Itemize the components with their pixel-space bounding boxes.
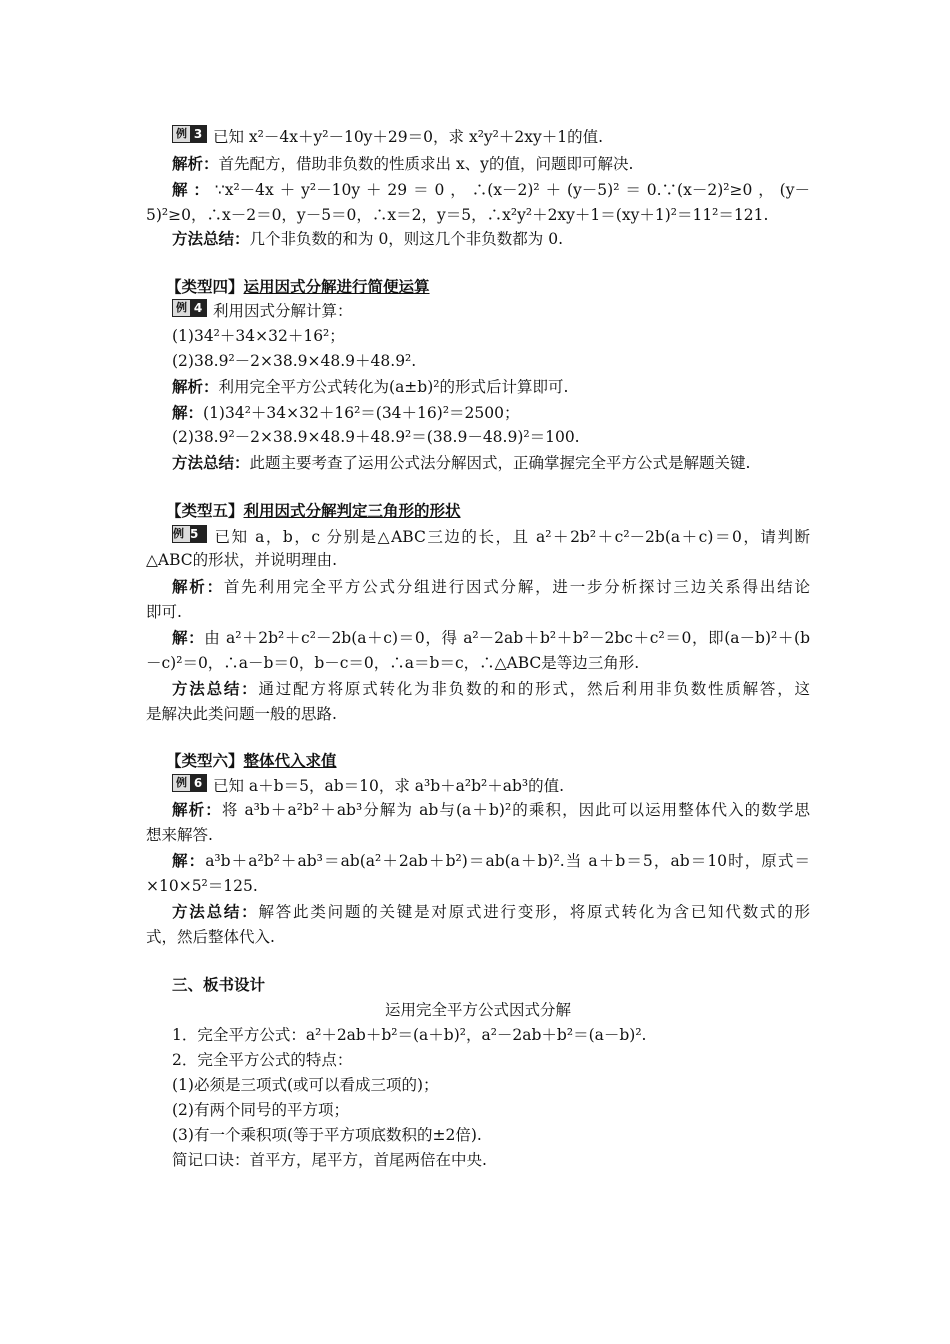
summary-label: 方法总结： xyxy=(172,679,259,698)
summary-label: 方法总结： xyxy=(172,902,259,921)
analysis-text: 将 a³b＋a²b²＋ab³分解为 ab与(a＋b)²的乘积，因此可以运用整体代入的数学思 xyxy=(221,801,810,819)
example-4-item-2: (2)38.9²－2×38.9×48.9＋48.9². xyxy=(172,352,417,370)
example-6-solution-line-1 xyxy=(172,850,810,872)
example-badge-5 xyxy=(172,525,207,543)
analysis-label: 解析： xyxy=(172,577,224,596)
solution-text: 由 a²＋2b²＋c²－2b(a＋c)＝0，得 a²－2ab＋b²＋b²－2bc＋c²＝0，即(a－b)²＋(b xyxy=(204,629,810,647)
question-text: 已知 a，b，c 分别是△ABC三边的长，且 a²＋2b²＋c²－2b(a＋c)＝0，请判断 xyxy=(213,528,810,546)
board-line-6: 简记口诀：首平方，尾平方，首尾两倍在中央. xyxy=(172,1151,487,1169)
board-design-title: 运用完全平方公式因式分解 xyxy=(384,1001,571,1019)
section-title: 整体代入求值 xyxy=(243,751,337,770)
analysis-label: 解析： xyxy=(172,154,219,173)
section-label: 【类型五】 xyxy=(166,501,244,520)
section-heading-type-6 xyxy=(166,750,337,772)
board-design-heading: 三、板书设计 xyxy=(172,975,266,994)
board-line-4: (2)有两个同号的平方项； xyxy=(172,1101,349,1119)
example-badge-4 xyxy=(172,299,207,317)
badge-number: 4 xyxy=(190,300,206,316)
example-4-item-1: (1)34²＋34×32＋16²； xyxy=(172,327,345,345)
example-3-solution-line-1 xyxy=(172,179,810,201)
example-3-question xyxy=(172,124,810,148)
summary-text: 通过配方将原式转化为非负数的和的形式，然后利用非负数性质解答，这 xyxy=(258,680,810,698)
badge-label: 例 xyxy=(173,775,190,791)
board-line-5: (3)有一个乘积项(等于平方项底数积的±2倍). xyxy=(172,1126,482,1144)
badge-number: 3 xyxy=(190,126,206,142)
badge-number: 6 xyxy=(190,775,206,791)
section-title: 利用因式分解判定三角形的形状 xyxy=(243,501,461,520)
example-6-question xyxy=(172,773,810,797)
question-text: 已知 x²－4x＋y²－10y＋29＝0，求 x²y²＋2xy＋1的值. xyxy=(213,128,604,146)
summary-label: 方法总结： xyxy=(172,229,250,248)
solution-text: ∵x²－4x＋y²－10y＋29＝0，∴(x－2)²＋(y－5)²＝0.∵(x－2)²≥0，(y－ xyxy=(214,181,810,199)
example-4-analysis xyxy=(172,376,810,398)
board-line-3: (1)必须是三项式(或可以看成三项的)； xyxy=(172,1076,439,1094)
summary-text: 解答此类问题的关键是对原式进行变形，将原式转化为含已知代数式的形 xyxy=(258,903,810,921)
example-5-solution-line-2: －c)²＝0，∴a－b＝0，b－c＝0，∴a＝b＝c，∴△ABC是等边三角形. xyxy=(146,654,640,672)
solution-label: 解： xyxy=(172,851,206,870)
solution-text: a³b＋a²b²＋ab³＝ab(a²＋2ab＋b²)＝ab(a＋b)².当 a＋b＝5，ab＝10时，原式＝ xyxy=(205,852,810,870)
example-5-summary-line-2: 是解决此类问题一般的思路. xyxy=(146,705,337,723)
section-heading-type-4 xyxy=(166,276,430,298)
example-4-summary xyxy=(172,452,810,474)
badge-number: 5 xyxy=(190,526,206,542)
example-6-summary-line-1 xyxy=(172,901,810,923)
analysis-label: 解析： xyxy=(172,800,222,819)
solution-text: (1)34²＋34×32＋16²＝(34＋16)²＝2500； xyxy=(203,404,520,422)
badge-label: 例 xyxy=(173,526,190,542)
analysis-label: 解析： xyxy=(172,377,219,396)
example-3-analysis xyxy=(172,153,810,175)
section-label: 【类型六】 xyxy=(166,751,244,770)
example-6-analysis-line-1 xyxy=(172,799,810,821)
example-5-analysis-line-1 xyxy=(172,576,810,598)
example-4-solution-line-2: (2)38.9²－2×38.9×48.9＋48.9²＝(38.9－48.9)²＝100. xyxy=(172,428,580,446)
summary-text: 此题主要考查了运用公式法分解因式，正确掌握完全平方公式是解题关键. xyxy=(249,454,751,472)
analysis-text: 利用完全平方公式转化为(a±b)²的形式后计算即可. xyxy=(218,378,569,396)
example-5-question-line-2: △ABC的形状，并说明理由. xyxy=(146,551,338,569)
board-line-2: 2．完全平方公式的特点： xyxy=(172,1051,353,1069)
section-title: 运用因式分解进行简便运算 xyxy=(243,277,430,296)
example-5-question-line-1 xyxy=(172,524,810,548)
analysis-text: 首先利用完全平方公式分组进行因式分解，进一步分析探讨三边关系得出结论 xyxy=(223,578,810,596)
question-text: 利用因式分解计算： xyxy=(213,302,353,320)
summary-text: 几个非负数的和为 0，则这几个非负数都为 0. xyxy=(249,230,564,248)
example-4-question xyxy=(172,298,810,322)
solution-label: 解： xyxy=(172,628,205,647)
badge-label: 例 xyxy=(173,300,190,316)
example-5-solution-line-1 xyxy=(172,627,810,649)
example-5-summary-line-1 xyxy=(172,678,810,700)
example-4-solution-line-1 xyxy=(172,402,810,424)
section-heading-type-5 xyxy=(166,500,461,522)
solution-label: 解： xyxy=(172,180,215,199)
badge-label: 例 xyxy=(173,126,190,142)
question-text: 已知 a＋b＝5，ab＝10，求 a³b＋a²b²＋ab³的值. xyxy=(213,777,565,795)
analysis-text: 首先配方，借助非负数的性质求出 x、y的值，问题即可解决. xyxy=(218,155,634,173)
board-line-1: 1．完全平方公式：a²＋2ab＋b²＝(a＋b)²，a²－2ab＋b²＝(a－b)². xyxy=(172,1026,647,1044)
section-label: 【类型四】 xyxy=(166,277,244,296)
example-badge-3 xyxy=(172,125,207,143)
example-6-summary-line-2: 式，然后整体代入. xyxy=(146,928,275,946)
example-6-analysis-line-2: 想来解答. xyxy=(146,826,213,844)
example-3-solution-line-2: 5)²≥0，∴x－2＝0，y－5＝0，∴x＝2，y＝5，∴x²y²＋2xy＋1＝(xy＋1)²＝11²＝121. xyxy=(146,206,769,224)
example-3-summary xyxy=(172,228,810,250)
example-5-analysis-line-2: 即可. xyxy=(146,603,182,621)
example-6-solution-line-2: ×10×5²＝125. xyxy=(146,877,258,895)
solution-label: 解： xyxy=(172,403,204,422)
summary-label: 方法总结： xyxy=(172,453,250,472)
example-badge-6 xyxy=(172,774,207,792)
